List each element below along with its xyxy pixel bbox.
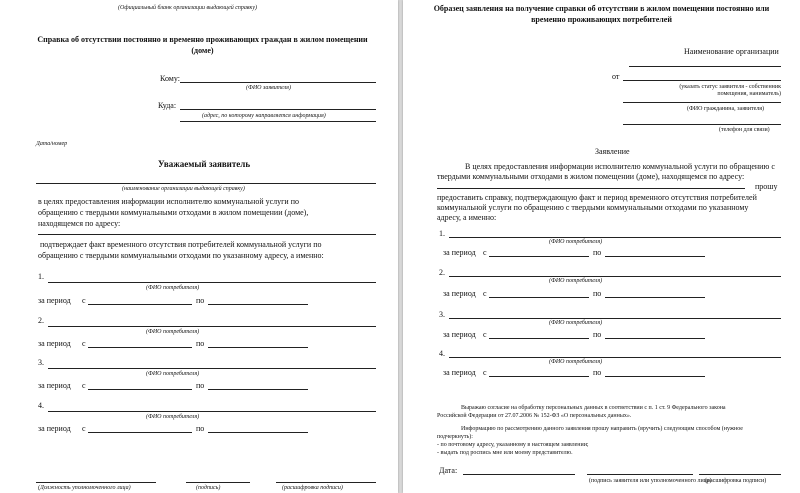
phone-hint: (телефон для связи) bbox=[719, 127, 770, 133]
delivery-line1: Информацию по рассмотрению данного заявления прошу направить (вручить) следующим способом (нужное bbox=[461, 426, 743, 432]
entry-1-number: 1. bbox=[38, 272, 44, 281]
entry-3-number: 3. bbox=[38, 358, 44, 367]
phone-line bbox=[623, 124, 781, 125]
app-entry-4-from: с bbox=[483, 368, 487, 377]
greeting: Уважаемый заявитель bbox=[158, 159, 251, 169]
where-line-2 bbox=[180, 121, 376, 122]
fio-hint: (ФИО гражданина, заявителя) bbox=[687, 106, 765, 112]
page-certificate bbox=[0, 0, 398, 493]
app-para2-line3: адресу, а именно: bbox=[437, 213, 497, 222]
app-entry-2-period: за период bbox=[443, 289, 476, 298]
entry-1-to: по bbox=[196, 296, 205, 305]
app-entry-1-hint: (ФИО потребителя) bbox=[549, 239, 603, 245]
sign-line bbox=[186, 482, 250, 483]
entry-1-line bbox=[48, 282, 376, 283]
entry-4-hint: (ФИО потребителя) bbox=[146, 414, 200, 420]
app-entry-3-from-line bbox=[489, 338, 589, 339]
para1-line3: находящемся по адресу: bbox=[38, 219, 121, 228]
from-label: от bbox=[612, 72, 620, 81]
app-para1-line1: В целях предоставления информации исполнителю коммунальной услуги по обращению с bbox=[465, 162, 775, 171]
delivery-line4: - выдать под роспись мне или моему представителю. bbox=[437, 450, 573, 456]
para1-line2: обращению с твердыми коммунальными отходами в жилом помещении (доме), bbox=[38, 208, 309, 217]
app-entry-3-hint: (ФИО потребителя) bbox=[549, 320, 603, 326]
status-hint: (указать статус заявителя - собственник помещения, наниматель) bbox=[679, 84, 781, 97]
consent-line1: Выражаю согласие на обработку персональных данных в соответствии с п. 1 ст. 9 Федерального закона bbox=[461, 405, 726, 411]
app-entry-2-from-line bbox=[489, 297, 589, 298]
date-label: Дата: bbox=[439, 466, 458, 475]
entry-2-to: по bbox=[196, 339, 205, 348]
entry-3-from-line bbox=[88, 389, 192, 390]
entry-1-from: с bbox=[82, 296, 86, 305]
app-para1-line2: твердыми коммунальными отходами в жилом помещении (доме), находящемся по адресу: bbox=[437, 172, 745, 181]
app-entry-1-line bbox=[449, 237, 781, 238]
decode-line bbox=[276, 482, 376, 483]
entry-4-line bbox=[48, 411, 376, 412]
application-title: Образец заявления на получение справки об отсутствии в жилом помещении постоянно или временно проживающих потребителей bbox=[433, 4, 770, 24]
app-entry-4-period: за период bbox=[443, 368, 476, 377]
app-sign-hint: (подпись заявителя или уполномоченного лица) bbox=[589, 478, 712, 484]
entry-2-number: 2. bbox=[38, 316, 44, 325]
app-para2-line1: предоставить справку, подтверждающую факт и период временного отсутствия потребителей bbox=[437, 193, 757, 202]
app-entry-3-line bbox=[449, 318, 781, 319]
entry-2-from-line bbox=[88, 347, 192, 348]
app-entry-2-line bbox=[449, 276, 781, 277]
app-entry-3-number: 3. bbox=[439, 310, 445, 319]
date-line bbox=[463, 474, 575, 475]
org-line bbox=[36, 183, 376, 184]
app-entry-4-to-line bbox=[605, 376, 705, 377]
app-entry-2-to-line bbox=[605, 297, 705, 298]
app-entry-2-from: с bbox=[483, 289, 487, 298]
where-hint: (адрес, по которому направляется информация) bbox=[202, 113, 326, 119]
app-entry-4-hint: (ФИО потребителя) bbox=[549, 359, 603, 365]
app-entry-3-period: за период bbox=[443, 330, 476, 339]
app-entry-1-to: по bbox=[593, 248, 602, 257]
entry-2-to-line bbox=[208, 347, 308, 348]
entry-4-period-label: за период bbox=[38, 424, 71, 433]
app-entry-3-to-line bbox=[605, 338, 705, 339]
app-entry-2-hint: (ФИО потребителя) bbox=[549, 278, 603, 284]
org-name-label: Наименование организации bbox=[684, 47, 779, 56]
decode-hint: (расшифровка подписи) bbox=[282, 485, 343, 491]
from-line bbox=[623, 80, 781, 81]
app-entry-3-from: с bbox=[483, 330, 487, 339]
app-entry-2-to: по bbox=[593, 289, 602, 298]
entry-3-to-line bbox=[208, 389, 308, 390]
org-hint: (наименование организации выдающей справку) bbox=[122, 186, 245, 192]
where-line bbox=[180, 109, 376, 110]
entry-1-hint: (ФИО потребителя) bbox=[146, 285, 200, 291]
entry-2-line bbox=[48, 326, 376, 327]
address-line bbox=[38, 234, 376, 235]
entry-4-number: 4. bbox=[38, 401, 44, 410]
entry-4-to: по bbox=[196, 424, 205, 433]
app-entry-1-from-line bbox=[489, 256, 589, 257]
entry-4-from-line bbox=[88, 432, 192, 433]
para2-line1: подтверждает факт временного отсутствия потребителей коммунальной услуги по bbox=[40, 240, 322, 249]
para2-line2: обращению с твердыми коммунальными отходами по указанному адресу, а именно: bbox=[38, 251, 324, 260]
entry-4-to-line bbox=[208, 432, 308, 433]
to-label: Кому: bbox=[160, 74, 180, 83]
app-entry-4-from-line bbox=[489, 376, 589, 377]
position-hint: (Должность уполномоченного лица) bbox=[38, 485, 131, 491]
app-para2-line2: коммунальной услуги по обращению с твердыми коммунальными отходами по указанному bbox=[437, 203, 749, 212]
entry-1-to-line bbox=[208, 304, 308, 305]
entry-2-hint: (ФИО потребителя) bbox=[146, 329, 200, 335]
certificate-title: Справка об отсутствии постоянно и временно проживающих граждан в жилом помещении (доме) bbox=[37, 35, 368, 55]
fio-line bbox=[623, 102, 781, 103]
app-entry-1-to-line bbox=[605, 256, 705, 257]
app-entry-4-number: 4. bbox=[439, 349, 445, 358]
entry-3-period-label: за период bbox=[38, 381, 71, 390]
page-application-sample bbox=[403, 0, 800, 493]
entry-1-period-label: за период bbox=[38, 296, 71, 305]
official-letterhead-note: (Официальный бланк организации выдающей справку) bbox=[118, 5, 257, 11]
where-label: Куда: bbox=[158, 101, 177, 110]
app-entry-2-number: 2. bbox=[439, 268, 445, 277]
entry-3-from: с bbox=[82, 381, 86, 390]
to-hint: (ФИО заявителя) bbox=[246, 85, 291, 91]
entry-2-period-label: за период bbox=[38, 339, 71, 348]
app-prosh: прошу bbox=[755, 182, 778, 191]
app-entry-4-line bbox=[449, 357, 781, 358]
entry-2-from: с bbox=[82, 339, 86, 348]
app-entry-4-to: по bbox=[593, 368, 602, 377]
entry-4-from: с bbox=[82, 424, 86, 433]
org-name-line bbox=[629, 66, 781, 67]
app-decode-hint: (расшифровка подписи) bbox=[705, 478, 767, 484]
app-address-line bbox=[437, 188, 745, 189]
entry-3-hint: (ФИО потребителя) bbox=[146, 371, 200, 377]
app-decode-line bbox=[699, 474, 781, 475]
entry-3-to: по bbox=[196, 381, 205, 390]
entry-1-from-line bbox=[88, 304, 192, 305]
consent-line2: Российской Федерации от 27.07.2006 № 152-ФЗ «О персональных данных». bbox=[437, 413, 632, 419]
to-line bbox=[180, 82, 376, 83]
delivery-line2: подчеркнуть): bbox=[437, 434, 473, 440]
sign-hint: (подпись) bbox=[196, 485, 221, 491]
application-heading: Заявление bbox=[595, 147, 630, 156]
app-entry-1-from: с bbox=[483, 248, 487, 257]
app-entry-1-number: 1. bbox=[439, 229, 445, 238]
delivery-line3: - по почтовому адресу, указанному в настоящем заявлении; bbox=[437, 442, 589, 448]
date-number-label: Дата/номер bbox=[36, 141, 68, 147]
app-entry-1-period: за период bbox=[443, 248, 476, 257]
para1-line1: в целях предоставления информации исполнителю коммунальной услуги по bbox=[38, 197, 299, 206]
app-entry-3-to: по bbox=[593, 330, 602, 339]
position-line bbox=[36, 482, 156, 483]
entry-3-line bbox=[48, 368, 376, 369]
app-sign-line bbox=[587, 474, 693, 475]
